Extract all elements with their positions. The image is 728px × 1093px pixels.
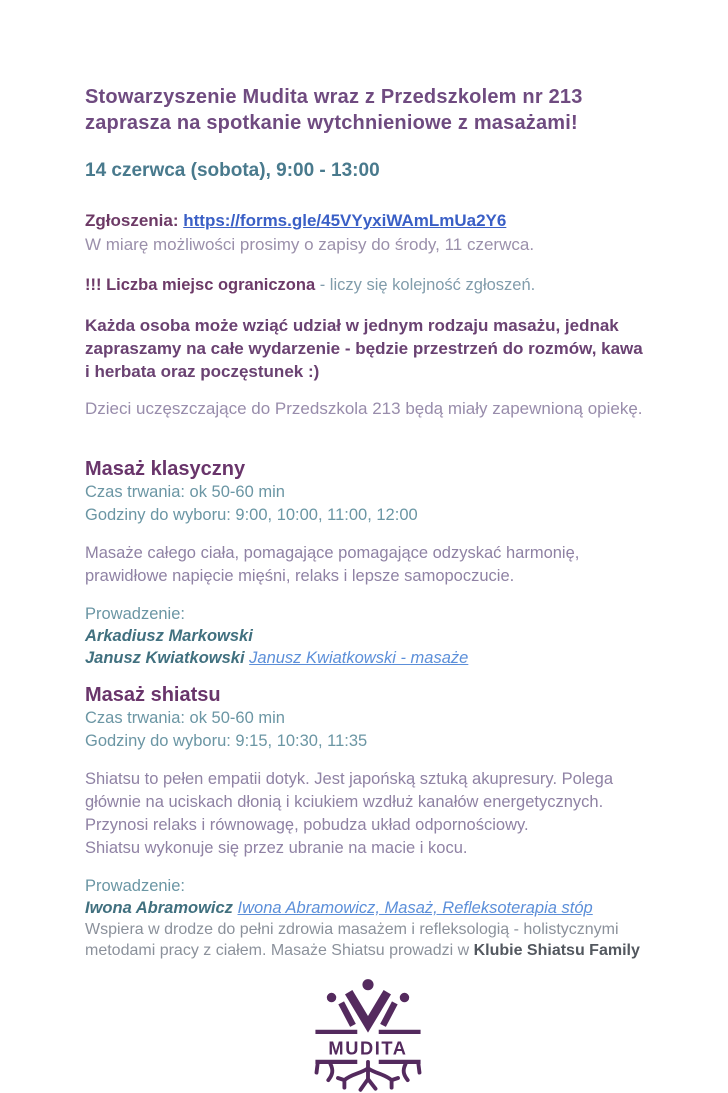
signup-label: Zgłoszenia: (85, 211, 179, 230)
leaders-label: Prowadzenie: (85, 605, 185, 623)
leader-name: Iwona Abramowicz (85, 899, 233, 917)
logo-center-v (348, 992, 387, 1024)
leader-bio-bold: Klubie Shiatsu Family (473, 942, 640, 959)
description-line: Przynosi relaks i równowagę, pobudza układ odpornościowy. (85, 816, 529, 834)
leaders-label: Prowadzenie: (85, 877, 185, 895)
mudita-logo-icon (309, 975, 427, 1093)
leader-row (85, 647, 650, 669)
logo-wordmark: MUDITA (327, 1037, 408, 1059)
signup-row (85, 209, 650, 233)
childcare-note: Dzieci uczęszczające do Przedszkola 213 będą miały zapewnioną opiekę. (85, 399, 643, 418)
leader-row (85, 625, 650, 647)
logo-dot-right (399, 993, 408, 1002)
leader-name: Janusz Kwiatkowski (85, 649, 245, 667)
limited-seats-bold: !!! Liczba miejsc ograniczona (85, 276, 316, 294)
description-line: Shiatsu to pełen empatii dotyk. Jest japońską sztuką akupresury. Polega głównie na uciskach dłonią i kciukiem wzdłuż kanałów energetycznych. (85, 770, 613, 811)
mudita-logo (85, 975, 650, 1093)
signup-note: W miarę możliwości prosimy o zapisy do środy, 11 czerwca. (85, 235, 535, 254)
logo-dot-left (326, 993, 335, 1002)
signup-link[interactable]: https://forms.gle/45VYyxiWAmLmUa2Y6 (183, 211, 507, 230)
limited-seats-rest: - liczy się kolejność zgłoszeń. (315, 276, 536, 294)
section-masaz-klasyczny (85, 457, 650, 669)
times-line: Godziny do wyboru: 9:00, 10:00, 11:00, 12:00 (85, 506, 418, 524)
leader-link[interactable]: Iwona Abramowicz, Masaż, Refleksoterapia stóp (237, 899, 593, 917)
participation-note: Każda osoba może wziąć udział w jednym rodzaju masażu, jednak zapraszamy na całe wydarzenie - będzie przestrzeń do rozmów, kawa i herbata oraz poczęstunek :) (85, 316, 643, 381)
leader-bio (85, 919, 650, 961)
leader-name: Arkadiusz Markowski (85, 627, 253, 645)
section-heading-shiatsu: Masaż shiatsu (85, 684, 221, 706)
section-masaz-shiatsu (85, 683, 650, 961)
logo-dot-center (362, 979, 373, 990)
times-line: Godziny do wyboru: 9:15, 10:30, 11:35 (85, 732, 368, 750)
logo-left-stroke (341, 1003, 353, 1026)
duration-line: Czas trwania: ok 50-60 min (85, 709, 285, 727)
description-line: Shiatsu wykonuje się przez ubranie na macie i kocu. (85, 839, 468, 857)
duration-line: Czas trwania: ok 50-60 min (85, 483, 285, 501)
section-description: Masaże całego ciała, pomagające pomagające odzyskać harmonię, prawidłowe napięcie mięśni, relaks i lepsze samopoczucie. (85, 544, 580, 585)
section-heading-klasyczny: Masaż klasyczny (85, 458, 246, 480)
leader-bio-text: Wspiera w drodze do pełni zdrowia masażem i refleksologią - holistycznymi metodami pracy z ciałem. Masaże Shiatsu prowadzi w (85, 921, 619, 959)
leader-row (85, 897, 650, 919)
page-title: Stowarzyszenie Mudita wraz z Przedszkolem nr 213 zaprasza na spotkanie wytchnieniowe z masażami! (85, 86, 583, 134)
leader-link[interactable]: Janusz Kwiatkowski - masaże (249, 649, 469, 667)
limited-seats-note (85, 274, 650, 297)
logo-right-stroke (383, 1003, 395, 1026)
event-datetime: 14 czerwca (sobota), 9:00 - 13:00 (85, 160, 380, 181)
section-description (85, 768, 650, 860)
